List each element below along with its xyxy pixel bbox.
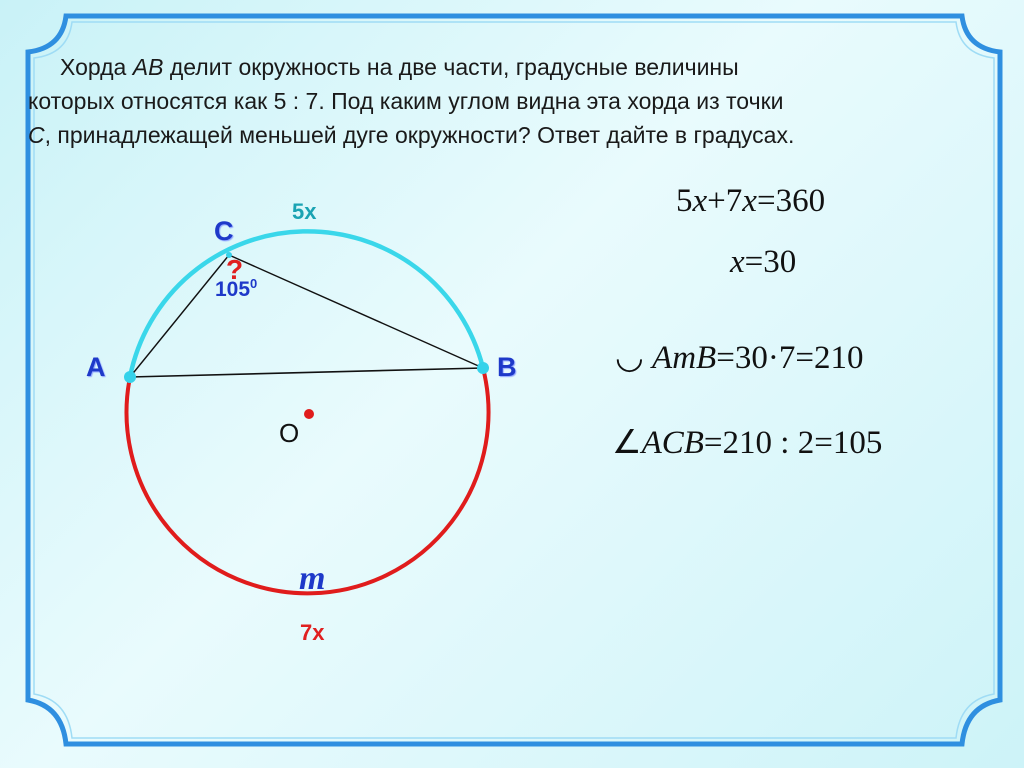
center-dot xyxy=(304,409,314,419)
eq-op: = xyxy=(756,183,776,219)
eq-var: x xyxy=(692,183,708,219)
eq-result: 30 xyxy=(763,244,797,280)
eq-expr: 30·7 xyxy=(734,340,796,376)
major-arc-label: 7x xyxy=(300,620,325,645)
point-a-label: A xyxy=(86,352,106,382)
eq-var: x xyxy=(730,244,745,280)
point-b-label: B xyxy=(497,352,517,382)
point-b-dot xyxy=(477,362,489,374)
major-arc-point-label: m xyxy=(299,560,326,597)
problem-text-part: делит окружность на две части, градусные величины xyxy=(163,54,739,80)
eq-term: 7 xyxy=(725,183,743,219)
angle-value: 105 xyxy=(215,278,251,301)
eq-op: = xyxy=(744,244,764,280)
chord-cb xyxy=(229,255,483,368)
equation-x xyxy=(730,244,796,281)
angle-name: ACB xyxy=(641,425,704,461)
equation-arc xyxy=(615,337,863,377)
eq-expr: 210 : 2 xyxy=(722,425,815,461)
eq-op: = xyxy=(716,340,735,376)
angle-value-label xyxy=(215,276,257,302)
chord-ab xyxy=(130,368,483,377)
point-a-dot xyxy=(124,371,136,383)
degree-mark: 0 xyxy=(250,276,258,291)
problem-text-part: , принадлежащей меньшей дуге окружности? Ответ дайте в градусах. xyxy=(44,122,795,148)
equation-sum xyxy=(676,183,825,220)
chord-name: AB xyxy=(132,54,164,80)
arc-symbol-icon: ◡ xyxy=(615,340,644,376)
eq-var: x xyxy=(742,183,757,219)
eq-result: 360 xyxy=(775,183,826,219)
center-label: O xyxy=(279,418,300,448)
angle-question-mark: ? xyxy=(226,254,244,285)
minor-arc xyxy=(130,231,483,377)
equation-angle xyxy=(612,422,882,462)
eq-op: = xyxy=(703,425,723,461)
minor-arc-label: 5x xyxy=(292,199,317,224)
problem-line-2: которых относятся как 5 : 7. Под каким углом видна эта хорда из точки xyxy=(28,88,784,114)
angle-symbol-icon: ∠ xyxy=(612,425,642,461)
point-c-label: C xyxy=(214,216,234,246)
eq-op: = xyxy=(814,425,833,461)
chord-ac xyxy=(130,255,229,377)
eq-op: + xyxy=(707,183,726,219)
arc-name: AmB xyxy=(652,340,717,376)
eq-result: 210 xyxy=(813,340,864,376)
eq-term: 5 xyxy=(676,183,693,219)
eq-result: 105 xyxy=(832,425,883,461)
eq-op: = xyxy=(795,340,814,376)
problem-text-part: Хорда xyxy=(60,54,133,80)
point-name: C xyxy=(28,122,45,148)
